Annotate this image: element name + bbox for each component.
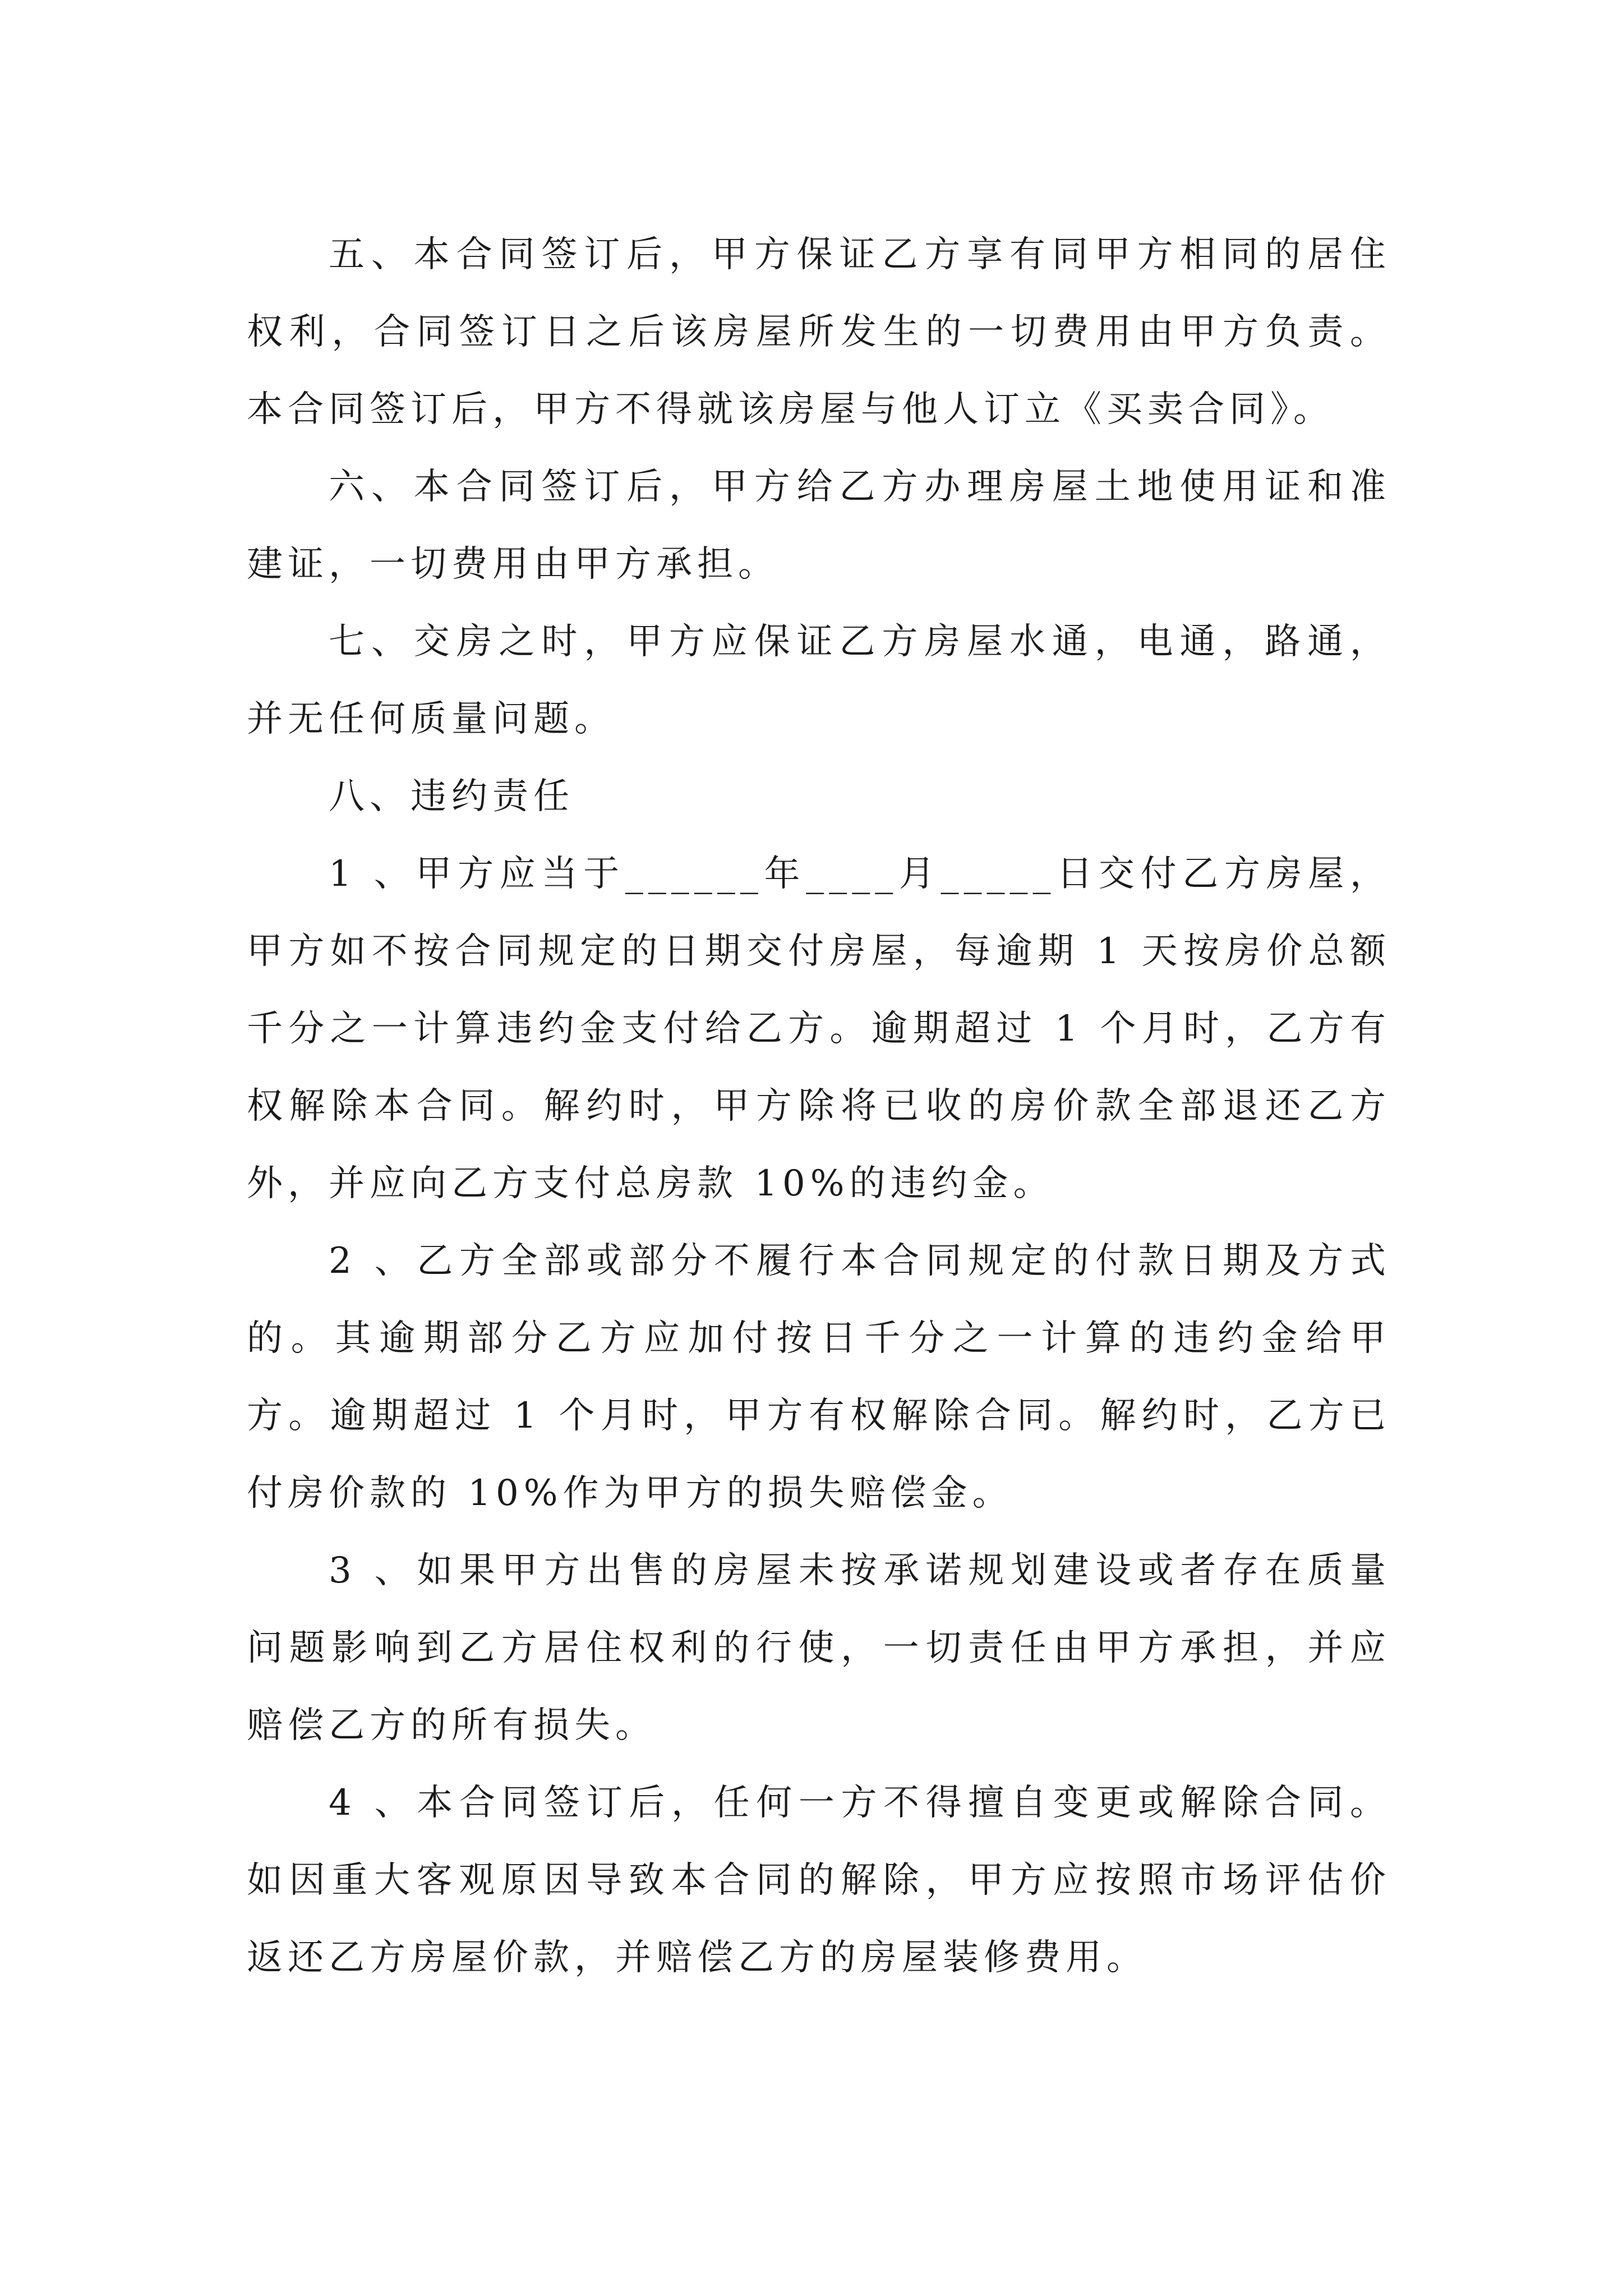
clause-6-paragraph: 六、本合同签订后，甲方给乙方办理房屋土地使用证和准建证，一切费用由甲方承担。: [247, 466, 1391, 585]
liability-item-1: 1 、甲方应当于______年____月_____日交付乙方房屋，甲方如不按合同规定的日期交付房屋，每逾期 1 天按房价总额千分之一计算违约金支付给乙方。逾期超过 1 个月时，乙方有权解除本合同。解约时，甲方除将已收的房价款全部退还乙方外，并应向乙方支付总房款 10%的违约金。: [247, 853, 1391, 1204]
liability-item-2: 2 、乙方全部或部分不履行本合同规定的付款日期及方式的。其逾期部分乙方应加付按日千分之一计算的违约金给甲方。逾期超过 1 个月时，甲方有权解除合同。解约时，乙方已付房价款的 10%作为甲方的损失赔偿金。: [247, 1240, 1391, 1514]
contract-body: [247, 216, 1391, 1996]
clause-8-heading: 八、违约责任: [329, 776, 574, 817]
clause-7-paragraph: 七、交房之时，甲方应保证乙方房屋水通，电通，路通，并无任何质量问题。: [247, 621, 1391, 740]
clause-5-paragraph: 五、本合同签订后，甲方保证乙方享有同甲方相同的居住权利，合同签订日之后该房屋所发生的一切费用由甲方负责。本合同签订后，甲方不得就该房屋与他人订立《买卖合同》。: [247, 234, 1391, 430]
liability-item-4: 4 、本合同签订后，任何一方不得擅自变更或解除合同。如因重大客观原因导致本合同的解除，甲方应按照市场评估价返还乙方房屋价款，并赔偿乙方的房屋装修费用。: [247, 1782, 1391, 1978]
liability-item-3: 3 、如果甲方出售的房屋未按承诺规划建设或者存在质量问题影响到乙方居住权利的行使，一切责任由甲方承担，并应赔偿乙方的所有损失。: [247, 1550, 1391, 1746]
